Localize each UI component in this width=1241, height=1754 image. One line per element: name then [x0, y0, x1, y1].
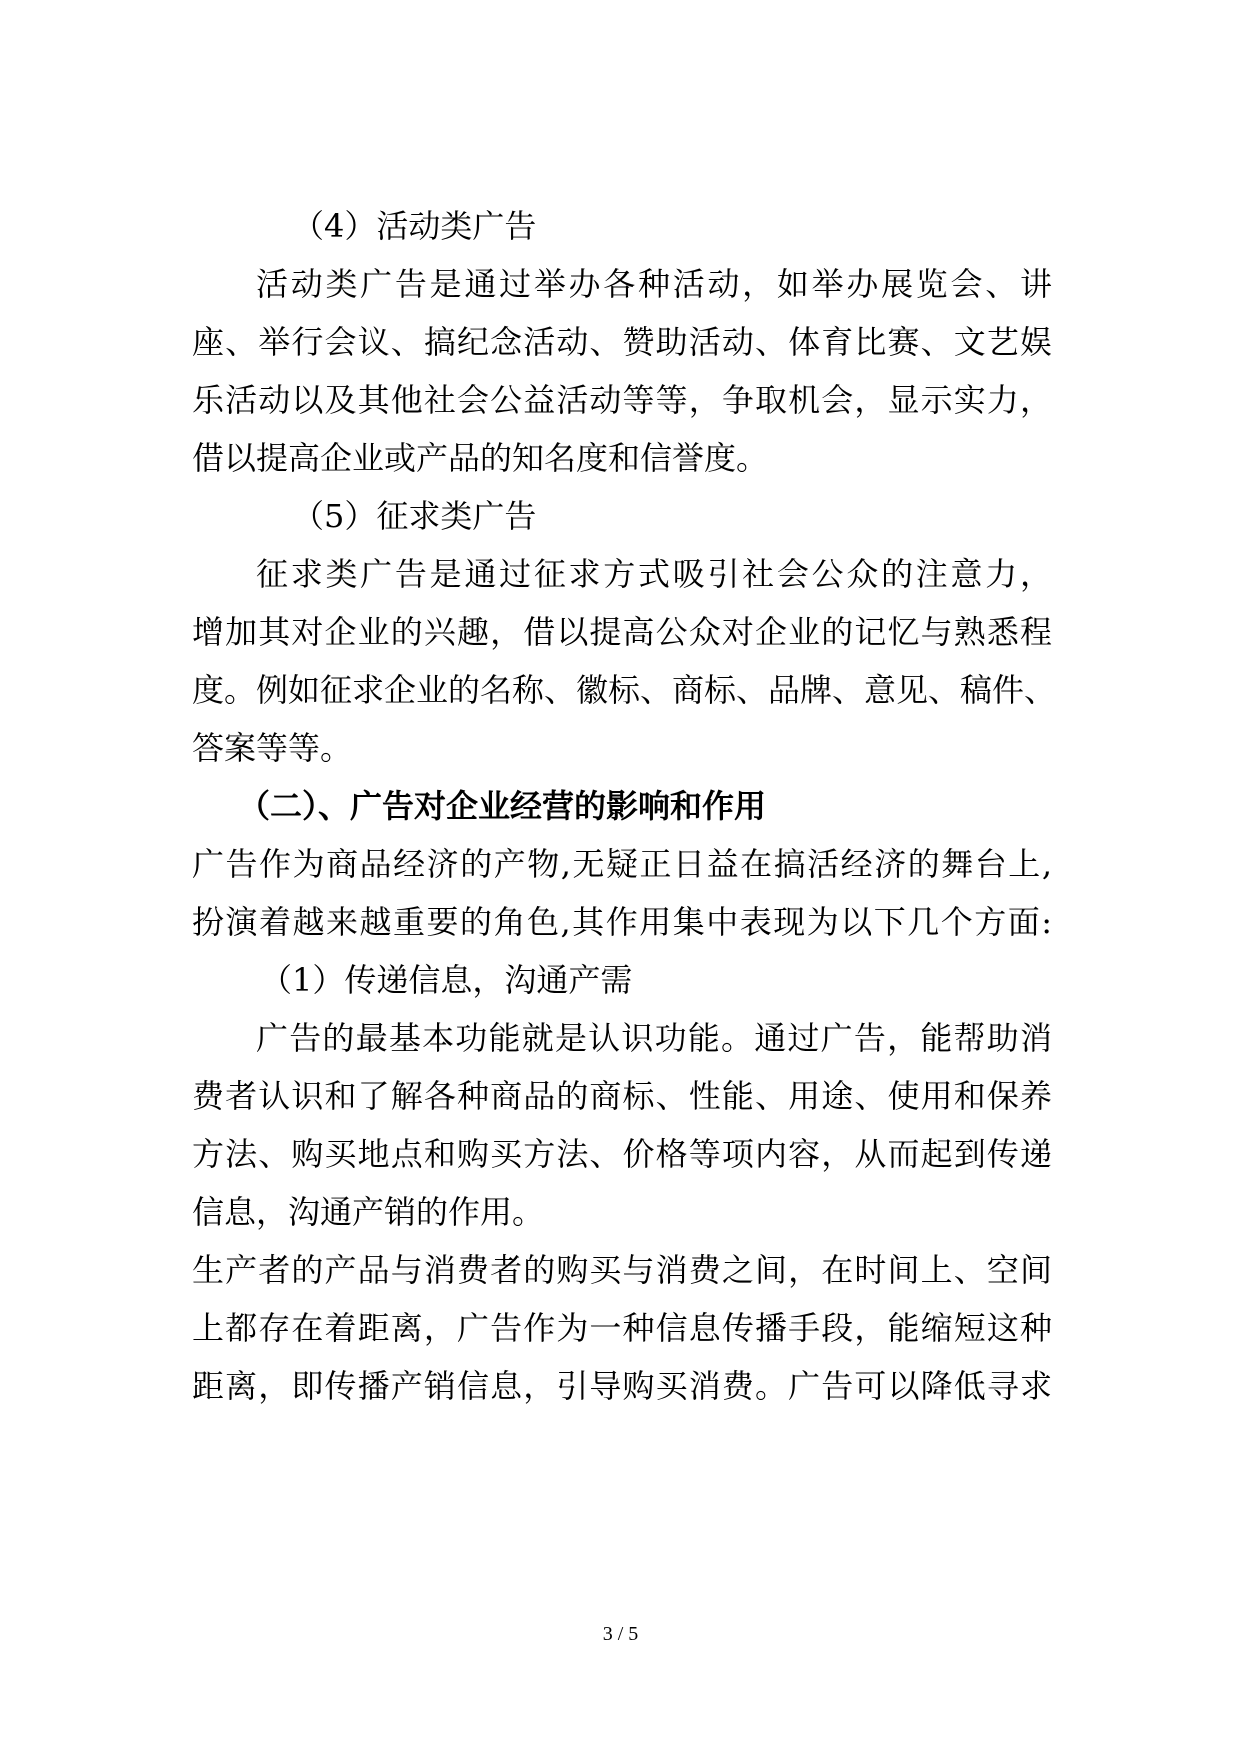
- section-heading: （二）、广告对企业经营的影响和作用: [238, 787, 767, 825]
- paragraph-line: 扮演着越来越重要的角色,其作用集中表现为以下几个方面:: [192, 903, 1052, 941]
- paragraph-line: 方法、购买地点和购买方法、价格等项内容，从而起到传递: [192, 1135, 1052, 1173]
- paragraph-line: 度。例如征求企业的名称、徽标、商标、品牌、意见、稿件、: [192, 671, 1057, 709]
- paragraph-line: 广告作为商品经济的产物,无疑正日益在搞活经济的舞台上,: [192, 845, 1052, 883]
- paragraph-line: 征求类广告是通过征求方式吸引社会公众的注意力，: [256, 555, 1052, 593]
- paragraph-line: 生产者的产品与消费者的购买与消费之间，在时间上、空间: [192, 1251, 1052, 1289]
- paragraph-line: 座、举行会议、搞纪念活动、赞助活动、体育比赛、文艺娱: [192, 323, 1052, 361]
- paragraph-line: 增加其对企业的兴趣，借以提高公众对企业的记忆与熟悉程: [192, 613, 1052, 651]
- page-number: 3 / 5: [602, 1623, 639, 1645]
- paragraph-line: 距离，即传播产销信息，引导购买消费。广告可以降低寻求: [192, 1367, 1052, 1405]
- subheading-information: （1）传递信息，沟通产需: [260, 961, 633, 999]
- paragraph-line: 信息，沟通产销的作用。: [192, 1193, 545, 1231]
- paragraph-line: 借以提高企业或产品的知名度和信誉度。: [192, 439, 769, 477]
- paragraph-line: 上都存在着距离，广告作为一种信息传播手段，能缩短这种: [192, 1309, 1052, 1347]
- paragraph-line: 活动类广告是通过举办各种活动，如举办展览会、讲: [256, 265, 1052, 303]
- paragraph-line: 乐活动以及其他社会公益活动等等，争取机会，显示实力，: [192, 381, 1052, 419]
- paragraph-line: 答案等等。: [192, 729, 353, 767]
- subheading-activity-ads: （4）活动类广告: [292, 207, 537, 245]
- paragraph-line: 广告的最基本功能就是认识功能。通过广告，能帮助消: [256, 1019, 1052, 1057]
- paragraph-line: 费者认识和了解各种商品的商标、性能、用途、使用和保养: [192, 1077, 1052, 1115]
- subheading-solicitation-ads: （5）征求类广告: [292, 497, 537, 535]
